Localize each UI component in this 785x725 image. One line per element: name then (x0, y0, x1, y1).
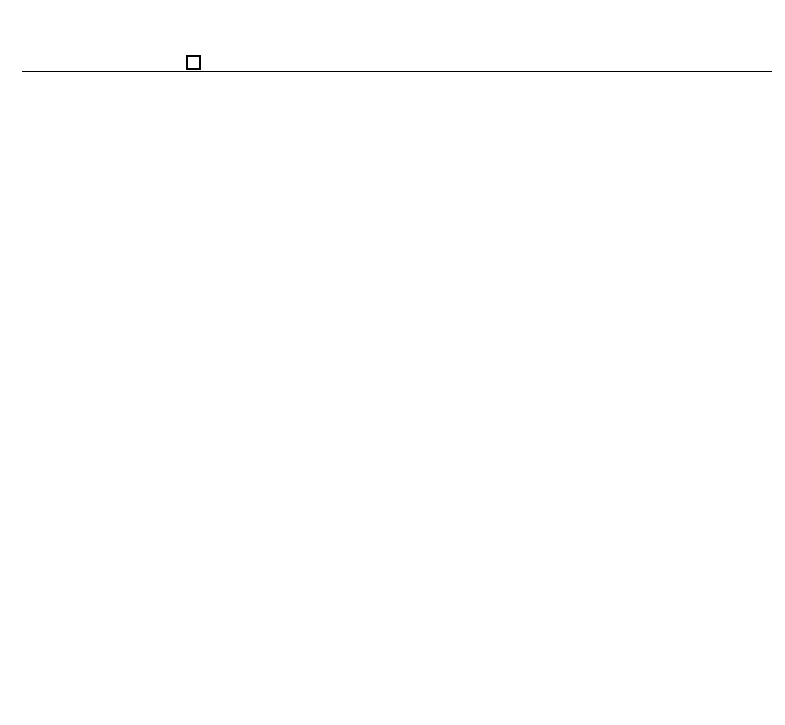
gr-header-box (186, 55, 201, 70)
header-rule (22, 71, 772, 72)
